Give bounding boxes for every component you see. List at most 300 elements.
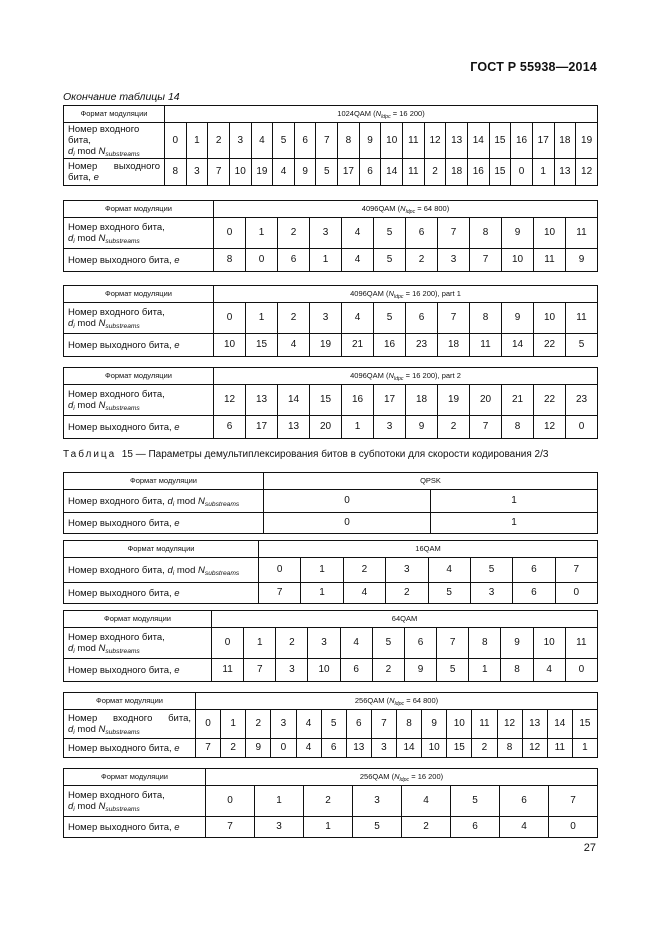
substreams-subscript: substreams	[204, 500, 240, 508]
input-bit-cell: 9	[422, 710, 447, 739]
modulation-name: 16QAM	[415, 544, 441, 553]
input-bit-cell: 3	[229, 123, 251, 159]
d-symbol: d	[167, 495, 173, 507]
i-subscript: i	[73, 729, 75, 736]
output-bit-cell: 2	[402, 817, 451, 838]
output-bit-cell: 16	[467, 159, 489, 186]
n-symbol: N	[98, 801, 106, 812]
input-bit-cell: 7	[555, 558, 597, 583]
input-prefix: Номер входного бита,	[68, 389, 165, 400]
n-symbol: N	[388, 289, 394, 298]
table-qpsk	[63, 472, 598, 534]
mod-text: mod	[74, 400, 99, 411]
table-64qam	[63, 610, 598, 682]
substreams-subscript: substreams	[105, 806, 140, 813]
i-subscript: i	[172, 500, 175, 508]
e-symbol: e	[174, 664, 180, 676]
mod-text: mod	[74, 801, 99, 812]
e-symbol: e	[174, 421, 180, 433]
i-subscript: i	[73, 238, 75, 245]
input-bit-cell: 14	[547, 710, 572, 739]
input-bit-cell: 0	[165, 123, 187, 159]
output-prefix: Номер выходного бита,	[68, 587, 172, 599]
output-bit-cell: 15	[489, 159, 511, 186]
output-bit-cell: 13	[278, 416, 310, 439]
n-value: = 16 200)	[409, 772, 444, 781]
input-bit-cell: 8	[470, 303, 502, 334]
i-subscript: i	[73, 806, 75, 813]
input-bit-cell: 14	[467, 123, 489, 159]
e-symbol: e	[174, 254, 180, 266]
input-prefix: Номер входного бита,	[68, 632, 165, 643]
modulation-name: QPSK	[420, 476, 441, 485]
input-bit-cell: 4	[340, 628, 372, 659]
modulation-name: 1024QAM	[337, 109, 372, 118]
output-bit-cell: 9	[294, 159, 316, 186]
input-bit-cell: 9	[502, 303, 534, 334]
input-bit-label	[64, 490, 264, 513]
input-prefix: Номер входного бита,	[68, 124, 140, 146]
input-bit-cell: 5	[451, 786, 500, 817]
output-bit-cell: 19	[310, 334, 342, 357]
output-bit-cell: 7	[470, 249, 502, 272]
output-bit-cell: 8	[502, 416, 534, 439]
output-bit-cell: 12	[534, 416, 566, 439]
input-bit-cell: 11	[472, 710, 497, 739]
output-bit-label	[64, 659, 212, 682]
input-bit-cell: 11	[565, 628, 597, 659]
n-value: = 64 800)	[415, 204, 450, 213]
input-bit-cell: 16	[511, 123, 533, 159]
input-bit-cell: 0	[264, 490, 431, 513]
n-symbol: N	[389, 696, 395, 705]
output-bit-cell: 17	[338, 159, 360, 186]
output-bit-cell: 7	[259, 583, 301, 604]
d-symbol: d	[68, 400, 74, 411]
modulation-header: 256QAM ($N_{ldpc} = 16$ 200)	[206, 769, 598, 786]
modulation-header: 4096QAM ($N_{ldpc} = 16$ 200), part 2	[214, 368, 598, 385]
output-bit-cell: 0	[549, 817, 598, 838]
input-bit-cell: 4	[296, 710, 321, 739]
e-symbol: e	[174, 821, 180, 833]
output-bit-cell: 0	[271, 739, 296, 758]
output-prefix: Номер выходного бита,	[68, 664, 172, 676]
substreams-subscript: substreams	[204, 569, 240, 577]
output-bit-cell: 11	[403, 159, 425, 186]
output-bit-cell: 7	[244, 659, 276, 682]
input-bit-cell: 4	[428, 558, 470, 583]
table15-caption-prefix: Таблица	[63, 449, 117, 460]
input-bit-cell: 6	[500, 786, 549, 817]
output-bit-cell: 1	[304, 817, 353, 838]
input-bit-cell: 11	[566, 303, 598, 334]
output-bit-cell: 8	[497, 739, 522, 758]
input-bit-cell: 7	[549, 786, 598, 817]
input-bit-cell: 12	[214, 385, 246, 416]
e-symbol: e	[174, 517, 180, 529]
input-bit-cell: 0	[206, 786, 255, 817]
output-word-3: бита,	[68, 172, 91, 183]
output-bit-cell: 4	[278, 334, 310, 357]
input-bit-label	[64, 710, 196, 739]
output-bit-cell: 23	[406, 334, 438, 357]
format-label: Формат модуляции	[64, 611, 212, 628]
e-symbol: e	[174, 587, 180, 599]
output-bit-cell: 1	[310, 249, 342, 272]
output-bit-cell: 12	[522, 739, 547, 758]
modulation-name: 256QAM	[354, 696, 385, 705]
output-bit-cell: 16	[374, 334, 406, 357]
output-bit-cell: 8	[165, 159, 187, 186]
output-bit-cell: 9	[404, 659, 436, 682]
d-symbol: d	[167, 564, 173, 576]
output-bit-cell: 7	[196, 739, 221, 758]
table-4096qam-16200-part2	[63, 367, 598, 439]
input-bit-cell: 3	[310, 218, 342, 249]
input-bit-cell: 19	[576, 123, 598, 159]
output-bit-cell: 5	[566, 334, 598, 357]
output-bit-cell: 11	[534, 249, 566, 272]
input-bit-cell: 9	[501, 628, 533, 659]
output-bit-cell: 2	[372, 659, 404, 682]
input-bit-cell: 2	[276, 628, 308, 659]
input-bit-cell: 7	[438, 218, 470, 249]
d-symbol: d	[68, 233, 74, 244]
output-bit-label	[64, 334, 214, 357]
input-bit-cell: 13	[246, 385, 278, 416]
output-bit-cell: 4	[500, 817, 549, 838]
input-bit-cell: 6	[406, 303, 438, 334]
modulation-header	[212, 611, 598, 628]
input-bit-cell: 2	[246, 710, 271, 739]
input-prefix: Номер входного бита,	[68, 564, 165, 576]
format-label: Формат модуляции	[64, 201, 214, 218]
input-bit-label	[64, 385, 214, 416]
output-bit-cell: 4	[342, 249, 374, 272]
modulation-header: 4096QAM ($N_{ldpc} = 16$ 200), part 1	[214, 286, 598, 303]
output-bit-cell: 1	[342, 416, 374, 439]
input-bit-cell: 0	[259, 558, 301, 583]
n-symbol: N	[198, 564, 205, 576]
table-256qam-16200	[63, 768, 598, 838]
table-256qam-64800	[63, 692, 598, 758]
table-1024qam	[63, 105, 598, 186]
output-bit-label	[64, 249, 214, 272]
output-bit-cell: 0	[511, 159, 533, 186]
input-bit-cell: 21	[502, 385, 534, 416]
output-prefix: Номер выходного бита,	[68, 254, 172, 266]
input-bit-cell: 12	[497, 710, 522, 739]
output-bit-cell: 5	[437, 659, 469, 682]
input-bit-cell: 7	[438, 303, 470, 334]
input-bit-cell: 3	[353, 786, 402, 817]
n-symbol: N	[98, 318, 106, 329]
input-bit-cell: 4	[342, 218, 374, 249]
input-bit-cell: 1	[246, 218, 278, 249]
ldpc-subscript: ldpc	[399, 777, 410, 783]
output-bit-cell: 13	[346, 739, 371, 758]
input-prefix: Номер входного бита,	[68, 222, 165, 233]
input-bit-cell: 17	[374, 385, 406, 416]
d-symbol: d	[68, 724, 74, 735]
format-label: Формат модуляции	[64, 286, 214, 303]
input-bit-label	[64, 218, 214, 249]
d-symbol: d	[68, 318, 74, 329]
input-bit-label	[64, 628, 212, 659]
input-bit-cell: 0	[212, 628, 244, 659]
format-label: Формат модуляции	[64, 473, 264, 490]
input-bit-cell: 5	[273, 123, 295, 159]
output-bit-cell: 10	[229, 159, 251, 186]
e-symbol: e	[93, 172, 99, 183]
mod-text: mod	[74, 233, 99, 244]
input-bit-cell: 0	[214, 303, 246, 334]
input-bit-label	[64, 786, 206, 817]
input-bit-cell: 6	[294, 123, 316, 159]
input-bit-cell: 18	[406, 385, 438, 416]
i-subscript: i	[172, 569, 175, 577]
input-bit-label	[64, 558, 259, 583]
input-bit-cell: 10	[534, 303, 566, 334]
input-bit-cell: 5	[374, 303, 406, 334]
input-bit-cell: 1	[186, 123, 208, 159]
output-bit-cell: 6	[214, 416, 246, 439]
output-prefix: Номер выходного бита,	[68, 821, 172, 833]
input-bit-cell: 5	[321, 710, 346, 739]
format-label: Формат модуляции	[64, 769, 206, 786]
output-bit-cell: 2	[406, 249, 438, 272]
input-bit-cell: 10	[381, 123, 403, 159]
output-bit-label	[64, 416, 214, 439]
i-subscript: i	[73, 405, 75, 412]
output-bit-cell: 15	[246, 334, 278, 357]
input-bit-cell: 0	[214, 218, 246, 249]
modulation-name: 64QAM	[391, 614, 418, 623]
input-bit-cell: 10	[533, 628, 565, 659]
mod-text: mod	[174, 495, 199, 507]
output-bit-cell: 5	[428, 583, 470, 604]
output-prefix: Номер выходного бита,	[68, 339, 172, 351]
input-bit-cell: 6	[346, 710, 371, 739]
output-bit-cell: 2	[438, 416, 470, 439]
n-symbol: N	[98, 643, 106, 654]
output-bit-cell: 10	[214, 334, 246, 357]
output-bit-cell: 1	[572, 739, 597, 758]
n-symbol: N	[98, 233, 106, 244]
n-symbol: N	[98, 400, 106, 411]
modulation-header: 256QAM ($N_{ldpc} = 64$ 800)	[196, 693, 598, 710]
output-bit-cell: 22	[534, 334, 566, 357]
substreams-subscript: substreams	[105, 238, 140, 245]
modulation-name: 4096QAM	[350, 289, 384, 298]
input-bit-cell: 10	[534, 218, 566, 249]
table15-caption-number: 15	[121, 449, 133, 460]
input-bit-cell: 7	[316, 123, 338, 159]
n-symbol: N	[98, 724, 106, 735]
standard-header: ГОСТ Р 55938—2014	[470, 60, 597, 74]
input-bit-cell: 6	[406, 218, 438, 249]
input-bit-cell: 3	[310, 303, 342, 334]
output-bit-cell: 4	[296, 739, 321, 758]
output-bit-cell: 0	[264, 513, 431, 534]
input-bit-cell: 1	[301, 558, 343, 583]
mod-text: mod	[74, 318, 99, 329]
substreams-subscript: substreams	[105, 648, 140, 655]
input-bit-cell: 14	[278, 385, 310, 416]
output-bit-cell: 1	[469, 659, 501, 682]
input-bit-cell: 5	[470, 558, 512, 583]
mod-text: mod	[74, 643, 99, 654]
output-bit-cell: 2	[221, 739, 246, 758]
output-bit-cell: 2	[472, 739, 497, 758]
input-bit-cell: 8	[469, 628, 501, 659]
i-subscript: i	[73, 151, 75, 158]
output-bit-cell: 11	[547, 739, 572, 758]
input-word-2: входного	[112, 713, 153, 724]
input-bit-cell: 17	[532, 123, 554, 159]
output-bit-cell: 10	[308, 659, 340, 682]
output-bit-cell: 12	[576, 159, 598, 186]
input-bit-cell: 13	[522, 710, 547, 739]
modulation-header: 1024QAM ($N_{ldpc} = 16$ 200)	[165, 106, 598, 123]
output-bit-cell: 1	[301, 583, 343, 604]
output-bit-cell: 4	[273, 159, 295, 186]
output-bit-cell: 11	[212, 659, 244, 682]
input-bit-cell: 6	[404, 628, 436, 659]
ldpc-subscript: ldpc	[405, 209, 416, 215]
modulation-name: 4096QAM	[350, 371, 384, 380]
input-bit-cell: 13	[446, 123, 468, 159]
output-bit-cell: 15	[447, 739, 472, 758]
output-bit-cell: 13	[554, 159, 576, 186]
input-bit-cell: 5	[374, 218, 406, 249]
output-bit-cell: 2	[386, 583, 428, 604]
n-value: = 16 200)	[403, 371, 438, 380]
ldpc-subscript: ldpc	[393, 376, 404, 382]
input-bit-cell: 8	[470, 218, 502, 249]
e-symbol: e	[174, 339, 180, 351]
page-number: 27	[583, 842, 596, 854]
continuation-caption: Окончание таблицы 14	[63, 91, 180, 103]
output-bit-label	[64, 513, 264, 534]
input-bit-cell: 15	[572, 710, 597, 739]
format-label: Формат модуляции	[64, 368, 214, 385]
input-bit-cell: 8	[397, 710, 422, 739]
output-bit-cell: 18	[438, 334, 470, 357]
input-prefix: Номер входного бита,	[68, 307, 165, 318]
output-bit-label	[64, 159, 165, 186]
i-subscript: i	[73, 323, 75, 330]
output-bit-cell: 9	[566, 249, 598, 272]
substreams-subscript: substreams	[105, 405, 140, 412]
input-bit-cell: 23	[566, 385, 598, 416]
input-bit-cell: 1	[221, 710, 246, 739]
output-bit-cell: 6	[278, 249, 310, 272]
output-bit-cell: 0	[565, 659, 597, 682]
output-bit-cell: 1	[532, 159, 554, 186]
n-symbol: N	[98, 146, 106, 157]
output-word-2: выходного	[113, 161, 160, 172]
output-bit-cell: 5	[316, 159, 338, 186]
input-prefix: Номер входного бита,	[68, 495, 165, 507]
n-value: = 16 200)	[403, 289, 438, 298]
input-bit-cell: 2	[278, 303, 310, 334]
output-bit-cell: 14	[397, 739, 422, 758]
output-bit-cell: 14	[381, 159, 403, 186]
input-bit-cell: 4	[402, 786, 451, 817]
output-bit-cell: 3	[276, 659, 308, 682]
part-suffix: , part 1	[437, 289, 461, 298]
input-bit-cell: 12	[424, 123, 446, 159]
output-prefix: Номер выходного бита,	[68, 742, 172, 754]
output-bit-cell: 6	[340, 659, 372, 682]
input-bit-cell: 2	[343, 558, 385, 583]
output-prefix: Номер выходного бита,	[68, 421, 172, 433]
input-bit-cell: 7	[437, 628, 469, 659]
e-symbol: e	[174, 742, 180, 754]
output-bit-cell: 0	[246, 249, 278, 272]
substreams-subscript: substreams	[105, 729, 140, 736]
output-bit-cell: 3	[186, 159, 208, 186]
mod-text: mod	[74, 146, 99, 157]
output-bit-cell: 0	[555, 583, 597, 604]
input-bit-cell: 7	[371, 710, 396, 739]
i-subscript: i	[73, 648, 75, 655]
input-bit-cell: 18	[554, 123, 576, 159]
output-bit-cell: 6	[359, 159, 381, 186]
output-bit-cell: 3	[470, 583, 512, 604]
input-bit-label	[64, 123, 165, 159]
table15-caption	[63, 449, 548, 460]
output-bit-cell: 5	[353, 817, 402, 838]
d-symbol: d	[68, 643, 74, 654]
input-bit-cell: 2	[208, 123, 230, 159]
input-bit-cell: 3	[308, 628, 340, 659]
input-bit-cell: 4	[251, 123, 273, 159]
d-symbol: d	[68, 801, 74, 812]
input-bit-cell: 1	[246, 303, 278, 334]
n-symbol: N	[198, 495, 205, 507]
input-bit-cell: 1	[244, 628, 276, 659]
output-bit-cell: 3	[374, 416, 406, 439]
output-bit-cell: 3	[255, 817, 304, 838]
output-bit-cell: 4	[343, 583, 385, 604]
output-bit-label	[64, 817, 206, 838]
table-4096qam-16200-part1	[63, 285, 598, 357]
d-symbol: d	[68, 146, 74, 157]
output-bit-cell: 6	[451, 817, 500, 838]
input-word-1: Номер	[68, 713, 98, 724]
output-bit-cell: 8	[501, 659, 533, 682]
input-bit-cell: 5	[372, 628, 404, 659]
output-bit-cell: 18	[446, 159, 468, 186]
output-bit-cell: 5	[374, 249, 406, 272]
n-value: = 16 200)	[390, 109, 425, 118]
output-bit-cell: 2	[424, 159, 446, 186]
mod-text: mod	[174, 564, 199, 576]
input-prefix: Номер входного бита,	[68, 790, 165, 801]
ldpc-subscript: ldpc	[394, 701, 405, 707]
input-bit-cell: 4	[342, 303, 374, 334]
output-bit-cell: 21	[342, 334, 374, 357]
input-bit-cell: 1	[431, 490, 598, 513]
output-bit-cell: 20	[310, 416, 342, 439]
format-label: Формат модуляции	[64, 693, 196, 710]
output-bit-cell: 14	[502, 334, 534, 357]
table15-caption-text: — Параметры демультиплексирования битов в субпотоки для скорости кодирования 2/3	[135, 449, 549, 460]
input-bit-cell: 22	[534, 385, 566, 416]
output-bit-cell: 6	[513, 583, 555, 604]
